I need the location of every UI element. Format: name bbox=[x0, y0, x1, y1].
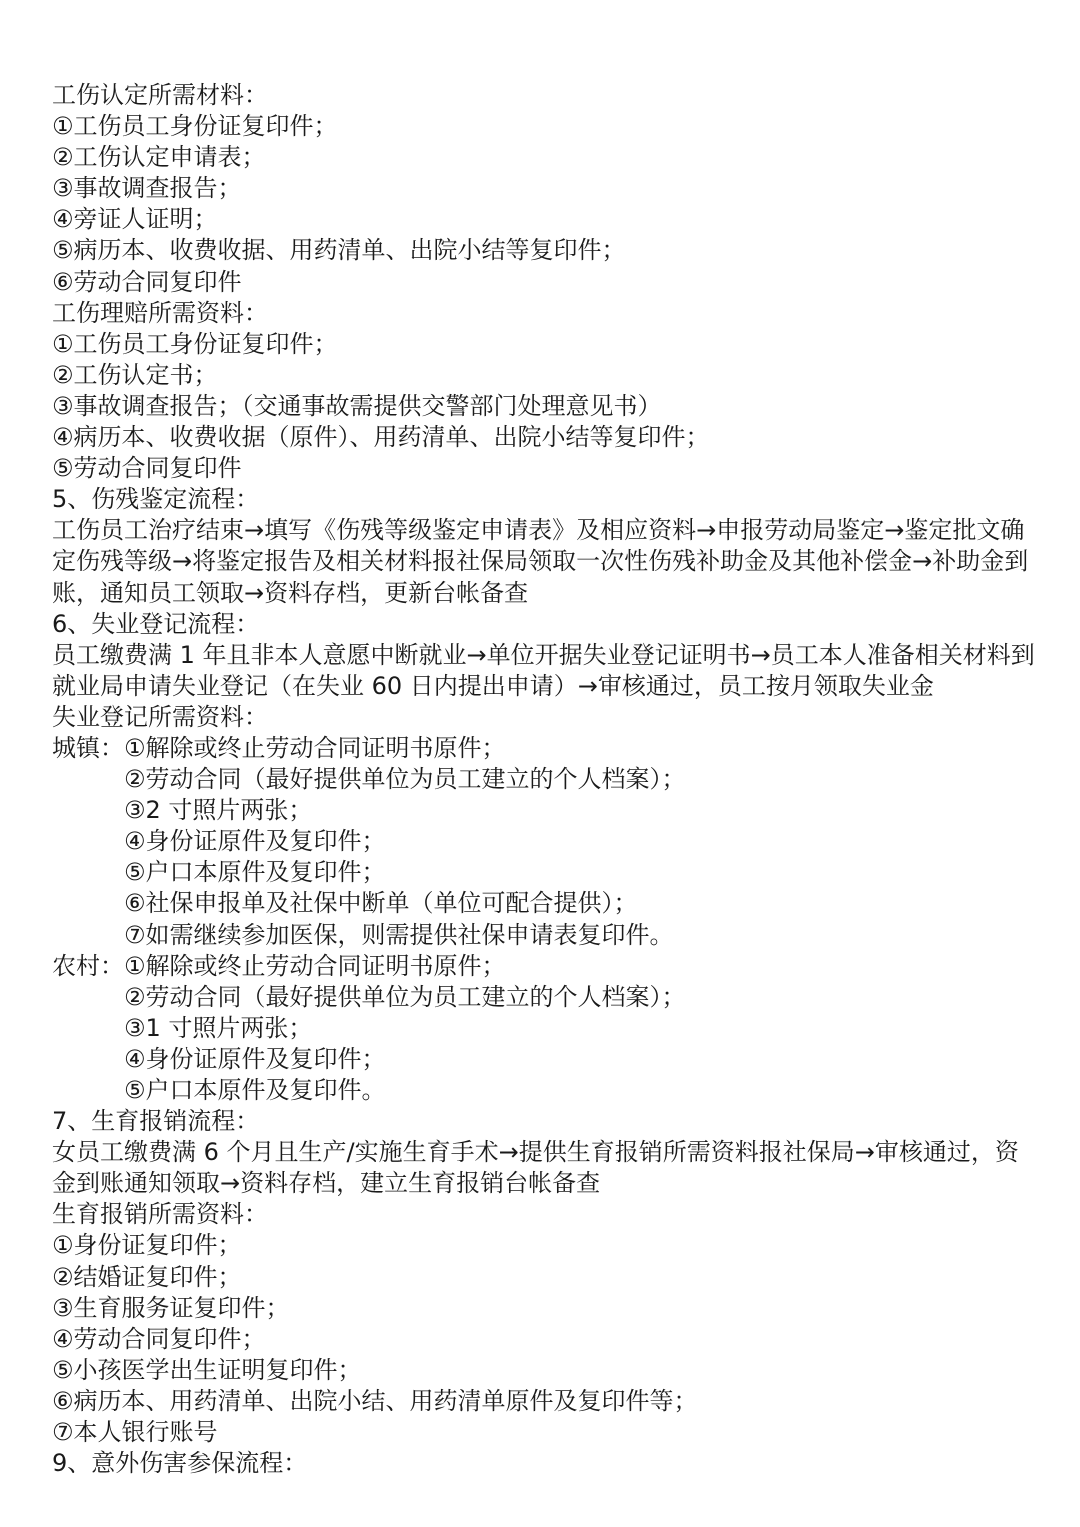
list-item: ④劳动合同复印件； bbox=[52, 1324, 266, 1353]
section-heading: 9、意外伤害参保流程： bbox=[52, 1449, 308, 1478]
paragraph: 工伤员工治疗结束→填写《伤残等级鉴定申请表》及相应资料→申报劳动局鉴定→鉴定批文确定伤残等级→将鉴定报告及相关材料报社保局领取一次性伤残补助金及其他补偿金→补助金到账，通知员工领取→资料存档，更新台帐备查 bbox=[52, 516, 1029, 607]
list-item: ⑥劳动合同复印件 bbox=[52, 267, 242, 296]
list-item: ⑤劳动合同复印件 bbox=[52, 454, 242, 483]
list-item-text: ①解除或终止劳动合同证明书原件； bbox=[124, 733, 506, 762]
list-item-indented: ⑤户口本原件及复印件。 bbox=[124, 1076, 386, 1104]
category-label: 城镇： bbox=[52, 733, 124, 762]
list-item: ⑦本人银行账号 bbox=[52, 1418, 218, 1447]
list-item-indented: ⑤户口本原件及复印件； bbox=[124, 858, 386, 887]
list-item-prefixed bbox=[52, 951, 1042, 982]
section-heading: 失业登记所需资料： bbox=[52, 702, 268, 731]
list-item: ①身份证复印件； bbox=[52, 1231, 242, 1260]
list-item: ③事故调查报告； bbox=[52, 174, 242, 203]
list-item: ⑤小孩医学出生证明复印件； bbox=[52, 1355, 362, 1384]
list-item-indented: ④身份证原件及复印件； bbox=[124, 827, 386, 856]
section-heading: 生育报销所需资料： bbox=[52, 1200, 268, 1229]
paragraph: 女员工缴费满 6 个月且生产/实施生育手术→提供生育报销所需资料报社保局→审核通过，资金到账通知领取→资料存档，建立生育报销台帐备查 bbox=[52, 1138, 1019, 1198]
section-heading: 工伤理赔所需资料： bbox=[52, 298, 268, 327]
list-item: ③事故调查报告；（交通事故需提供交警部门处理意见书） bbox=[52, 391, 662, 420]
category-label: 农村： bbox=[52, 951, 124, 980]
list-item: ⑤病历本、收费收据、用药清单、出院小结等复印件； bbox=[52, 236, 626, 265]
list-item-indented: ⑥社保申报单及社保中断单（单位可配合提供）； bbox=[124, 889, 638, 918]
section-heading: 7、生育报销流程： bbox=[52, 1107, 260, 1136]
paragraph: 员工缴费满 1 年且非本人意愿中断就业→单位开据失业登记证明书→员工本人准备相关材料到就业局申请失业登记（在失业 60 日内提出申请）→审核通过，员工按月领取失业金 bbox=[52, 640, 1035, 700]
list-item: ①工伤员工身份证复印件； bbox=[52, 112, 338, 141]
list-item-indented: ②劳动合同（最好提供单位为员工建立的个人档案）； bbox=[124, 982, 686, 1011]
list-item: ④病历本、收费收据（原件）、用药清单、出院小结等复印件； bbox=[52, 423, 710, 452]
list-item-indented: ④身份证原件及复印件； bbox=[124, 1044, 386, 1073]
list-item: ③生育服务证复印件； bbox=[52, 1293, 290, 1322]
list-item-indented: ③2 寸照片两张； bbox=[124, 796, 313, 825]
list-item: ④旁证人证明； bbox=[52, 205, 218, 234]
list-item: ②工伤认定书； bbox=[52, 360, 218, 389]
list-item-indented: ③1 寸照片两张； bbox=[124, 1013, 313, 1042]
list-item: ②工伤认定申请表； bbox=[52, 143, 266, 172]
document-body bbox=[52, 80, 1042, 1479]
section-heading: 5、伤残鉴定流程： bbox=[52, 485, 260, 514]
list-item: ②结婚证复印件； bbox=[52, 1262, 242, 1291]
list-item: ⑥病历本、用药清单、出院小结、用药清单原件及复印件等； bbox=[52, 1386, 698, 1415]
list-item-indented: ⑦如需继续参加医保，则需提供社保申请表复印件。 bbox=[124, 920, 674, 949]
list-item-prefixed bbox=[52, 733, 1042, 764]
section-heading: 工伤认定所需材料： bbox=[52, 81, 268, 109]
section-heading: 6、失业登记流程： bbox=[52, 609, 260, 638]
list-item-indented: ②劳动合同（最好提供单位为员工建立的个人档案）； bbox=[124, 765, 686, 794]
list-item: ①工伤员工身份证复印件； bbox=[52, 329, 338, 358]
list-item-text: ①解除或终止劳动合同证明书原件； bbox=[124, 951, 506, 980]
